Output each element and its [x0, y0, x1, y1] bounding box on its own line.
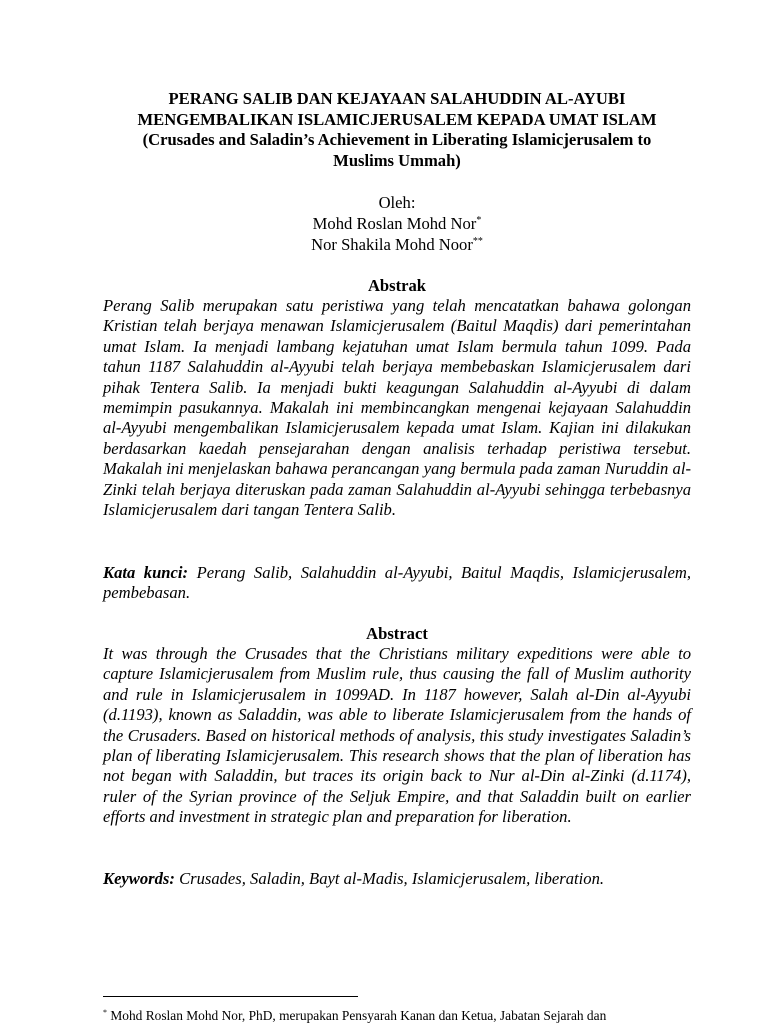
author-2-footnote-mark: ** — [472, 236, 483, 247]
footnote-divider — [103, 996, 358, 997]
author-1 — [103, 213, 691, 234]
footnote-mark: * — [103, 1008, 107, 1017]
abstract-heading: Abstract — [366, 624, 428, 643]
oleh-label: Oleh: — [378, 193, 416, 212]
keywords-text: Crusades, Saladin, Bayt al-Madis, Islamicjerusalem, liberation. — [179, 869, 605, 888]
kata-kunci-label: Kata kunci: — [103, 563, 189, 582]
abstrak-heading: Abstrak — [367, 276, 427, 295]
title-line-4: Muslims Ummah) — [333, 150, 461, 170]
abstract-text: It was through the Crusades that the Christians military expeditions were able to capture Islamicjerusalem from Muslim rule, thus causing the fall of Muslim authority and rule in Islamicjerusalem in 1099AD. In 1187 however, Salah al-Din al-Ayyubi (d.1193), known as Saladdin, was able to liberate Islamicjerusalem from the hands of the Crusaders. Based on historical methods of analysis, this study investigates Saladin’s plan of liberating Islamicjerusalem. This research shows that the plan of liberation has not began with Saladdin, but traces its origin back to Nur al-Din al-Zinki (d.1174), ruler of the Syrian province of the Seljuk Empire, and that Saladdin built on earlier efforts and investment in strategic plan and preparation for liberation. — [103, 644, 691, 827]
footnote-text: Mohd Roslan Mohd Nor, PhD, merupakan Pensyarah Kanan dan Ketua, Jabatan Sejarah dan — [110, 1008, 607, 1023]
footnote — [103, 1007, 691, 1024]
title-line-1: PERANG SALIB DAN KEJAYAAN SALAHUDDIN AL-AYUBI — [168, 89, 626, 108]
author-1-footnote-mark: * — [476, 215, 482, 226]
title-line-2: MENGEMBALIKAN ISLAMICJERUSALEM KEPADA UMAT ISLAM — [137, 109, 657, 129]
keywords — [103, 869, 691, 889]
paper-title — [103, 89, 691, 171]
byline — [103, 192, 691, 255]
kata-kunci — [103, 563, 691, 604]
title-line-3: (Crusades and Saladin’s Achievement in Liberating Islamicjerusalem to — [142, 130, 652, 150]
keywords-label: Keywords: — [103, 869, 175, 888]
author-1-name: Mohd Roslan Mohd Nor — [312, 214, 477, 233]
author-2 — [103, 234, 691, 255]
kata-kunci-text: Perang Salib, Salahuddin al-Ayyubi, Baitul Maqdis, Islamicjerusalem, pembebasan. — [103, 563, 691, 603]
abstrak-text: Perang Salib merupakan satu peristiwa yang telah mencatatkan bahawa golongan Kristian telah berjaya menawan Islamicjerusalem (Baitul Maqdis) dari pemerintahan umat Islam. Ia menjadi lambang kejatuhan umat Islam bermula tahun 1099. Pada tahun 1187 Salahuddin al-Ayyubi telah berjaya membebaskan Islamicjerusalem dari pihak Tentera Salib. Ia menjadi bukti keagungan Salahuddin al-Ayyubi di dalam memimpin pasukannya. Makalah ini membincangkan mengenai kejayaan Salahuddin al-Ayyubi mengembalikan Islamicjerusalem kepada umat Islam. Kajian ini dilakukan berdasarkan kaedah pensejarahan dengan analisis terhadap peristiwa tersebut. Makalah ini menjelaskan bahawa perancangan yang bermula pada zaman Nuruddin al-Zinki telah berjaya diteruskan pada zaman Salahuddin al-Ayyubi sehingga terbebasnya Islamicjerusalem dari tangan Tentera Salib. — [103, 296, 691, 520]
author-2-name: Nor Shakila Mohd Noor — [311, 235, 473, 254]
